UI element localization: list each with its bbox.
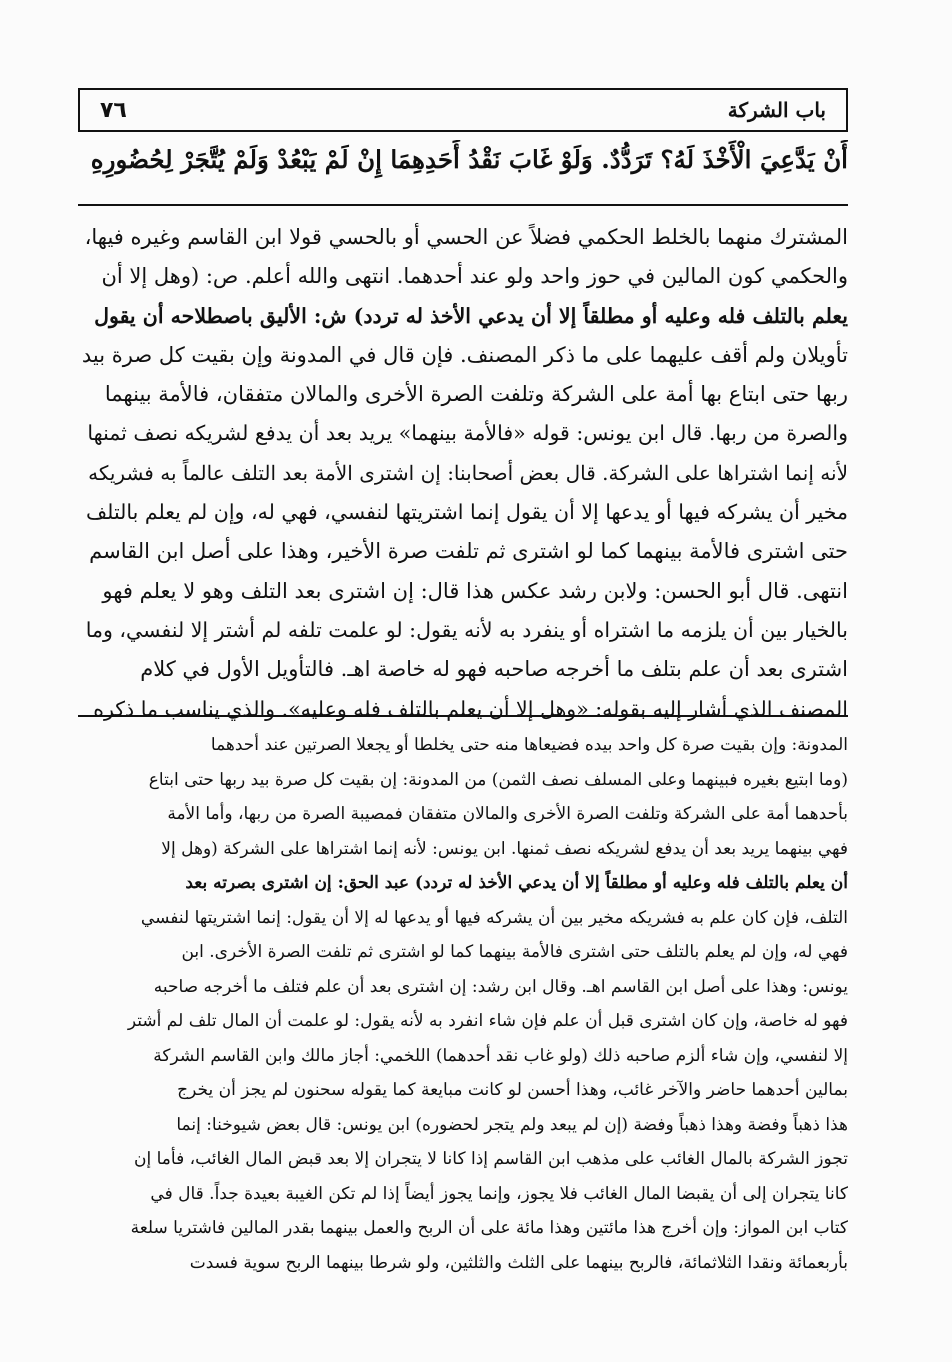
- notes-line: بمالين أحدهما حاضر والآخر غائب، وهذا أحسن لو كانت مبايعة كما يقوله سحنون لم يجز أن يخرج: [177, 1080, 848, 1100]
- notes-line: بأربعمائة ونقدا الثلاثمائة، فالربح بينهما على الثلث والثلثين، ولو شرطا بينهما الربح سوية فسدت: [189, 1252, 848, 1273]
- page-header: [78, 88, 848, 132]
- commentary-line: لأنه إنما اشتراها على الشركة. قال بعض أصحابنا: إن اشترى الأمة بعد التلف عالماً به فشريكه: [88, 460, 848, 485]
- page-number: ٧٦: [100, 97, 127, 123]
- commentary-line: المشترك منهما بالخلط الحكمي فضلاً عن الحسي أو بالحسي قولا ابن القاسم وغيره فيها،: [84, 225, 848, 249]
- notes-line: بأحدهما أمة على الشركة وتلفت الصرة الأخرى والمالان متفقان فمصيبة الصرة من ربها، وأما الأمة: [167, 804, 848, 824]
- middle-divider: [78, 715, 848, 717]
- matn-line: أَنْ يَدَّعِيَ الْأَخْذَ لَهُ؟ تَرَدُّدٌ. وَلَوْ غَابَ نَقْدُ أَحَدِهِمَا إِنْ لَمْ يَبْعُدْ وَلَمْ يُتَّجَرْ لِحُضُورِهِ: [90, 145, 848, 174]
- commentary-line: والصرة من ربها. قال ابن يونس: قوله «فالأمة بينهما» يريد بعد أن يدفع لشريكه نصف ثمنها: [87, 421, 848, 446]
- notes-line: هذا ذهباً وفضة وهذا ذهباً وفضة (إن لم يبعد ولم يتجر لحضوره) ابن يونس: قال بعض شيوخنا: إنما: [176, 1114, 848, 1135]
- notes-line: إلا لنفسي، وإن شاء ألزم صاحبه ذلك (ولو غاب نقد أحدهما) اللخمي: أجاز مالك وابن القاسم الشركة: [153, 1045, 848, 1066]
- commentary-line: اشترى بعد أن علم بتلف ما أخرجه صاحبه فهو له خاصة اهـ. فالتأويل الأول في كلام: [140, 657, 848, 682]
- notes-line: كانا يتجران إلى أن يقبضا المال الغائب فلا يجوز، وإنما يجوز أيضاً إذا لم تكن الغيبة بعيدة جداً. قال في: [150, 1183, 848, 1204]
- notes-line: المدونة: وإن بقيت صرة كل واحد بيده فضيعاها منه حتى يخلطا أو يجعلا الصرتين عند أحدهما: [210, 735, 848, 755]
- notes-line: كتاب ابن المواز: وإن أخرج هذا مائتين وهذا مائة على أن الربح والعمل بينهما بقدر المالين فاشتريا سلعة: [130, 1218, 848, 1238]
- notes-line: التلف، فإن كان علم به فشريكه مخير بين أن يشركه فيها أو يدعها له إلا أن يقول: إنما اشتريتها لنفسي: [140, 907, 848, 928]
- top-divider: [78, 204, 848, 206]
- commentary-line: والحكمي كون المالين في حوز واحد ولو عند أحدهما. انتهى والله أعلم. ص: (وهل إلا أن: [101, 264, 848, 289]
- commentary-line: مخير أن يشركه فيها أو يدعها إلا أن يقول إنما اشتريتها لنفسي، فهي له، وإن لم يعلم بالتلف: [85, 500, 848, 525]
- notes-line: فهي له، وإن لم يعلم بالتلف حتى اشترى فالأمة بينهما كما لو اشترى ثم تلفت الصرة الأخرى. ابن: [181, 942, 848, 962]
- commentary-line: تأويلان ولم أقف عليهما على ما ذكر المصنف. فإن قال في المدونة وإن بقيت كل صرة بيد: [81, 342, 848, 367]
- commentary-line: المصنف الذي أشار إليه بقوله: «وهل إلا أن يعلم بالتلف فله وعليه». والذي يناسب ما ذكره: [93, 696, 848, 721]
- commentary-line: بالخيار بين أن يلزمه ما اشتراه أو ينفرد به لأنه يقول: لو علمت تلفه لم أشتر إلا لنفسي، وما: [85, 617, 848, 642]
- notes-line: تجوز الشركة بالمال الغائب على مذهب ابن القاسم إذا كانا لا يتجران إلا بعد قبض المال الغائب، فأما إن: [134, 1149, 848, 1169]
- notes-line: فهي بينهما يريد بعد أن يدفع لشريكه نصف ثمنها. ابن يونس: لأنه إنما اشتراها على الشركة (وهل إلا: [161, 838, 848, 859]
- commentary-line: ربها حتى ابتاع بها أمة على الشركة وتلفت الصرة الأخرى والمالان متفقان، فالأمة بينهما: [104, 382, 848, 407]
- commentary-block: [78, 218, 848, 729]
- commentary-line: يعلم بالتلف فله وعليه أو مطلقاً إلا أن يدعي الأخذ له تردد) ش: الأليق باصطلاحه أن يقول: [94, 303, 848, 328]
- matn-text: [78, 140, 848, 180]
- margin-notes-block: [78, 728, 848, 1280]
- commentary-line: انتهى. قال أبو الحسن: ولابن رشد عكس هذا قال: إن اشترى بعد التلف وهو لا يعلم فهو: [102, 578, 848, 603]
- notes-line: (وما ابتيع بغيره فبينهما وعلى المسلف نصف الثمن) من المدونة: إن بقيت كل صرة بيد ربها حتى ابتاع: [148, 769, 848, 790]
- notes-line: فهو له خاصة، وإن كان اشترى قبل أن علم فإن شاء انفرد به لأنه يقول: لو علمت أن المال تلف لم أشتر: [127, 1011, 848, 1031]
- chapter-title: باب الشركة: [727, 98, 826, 122]
- notes-line: أن يعلم بالتلف فله وعليه أو مطلقاً إلا أن يدعي الأخذ له تردد) عبد الحق: إن اشترى بصرته بعد: [185, 873, 848, 893]
- notes-line: يونس: وهذا على أصل ابن القاسم اهـ. وقال ابن رشد: إن اشترى بعد أن علم فتلف ما أخرجه صاحبه: [153, 976, 848, 997]
- commentary-line: حتى اشترى فالأمة بينهما كما لو اشترى ثم تلفت صرة الأخير، وهذا على أصل ابن القاسم: [89, 539, 848, 564]
